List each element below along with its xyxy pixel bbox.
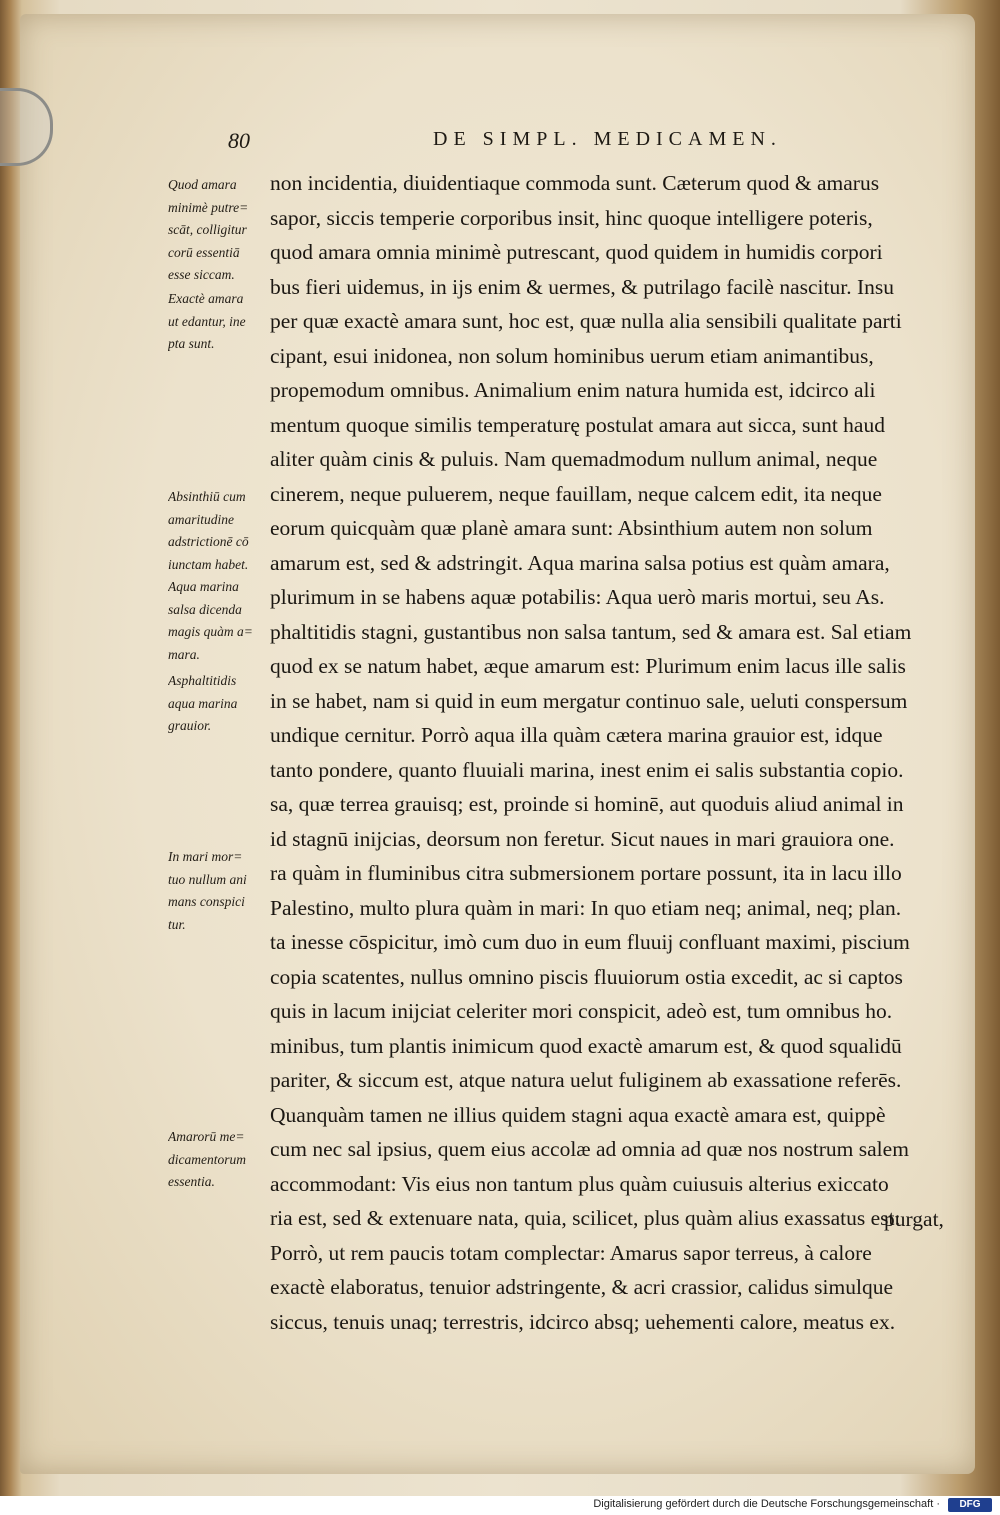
margin-note-line: iunctam habet.: [168, 556, 249, 572]
margin-note: [168, 1126, 268, 1194]
margin-note-line: Asphaltitidis: [168, 673, 237, 688]
text-line: quod ex se natum habet, æque amarum est: Plurimum enim lacus ille salis: [270, 654, 906, 678]
text-line: ria est, sed & extenuare nata, quia, scilicet, plus quàm alius exassatus est:: [270, 1206, 901, 1230]
margin-note-line: aqua marina: [168, 695, 238, 711]
text-line: per quæ exactè amara sunt, hoc est, quæ nulla alia sensibili qualitate parti: [270, 309, 902, 333]
text-line: eorum quicquàm quæ planè amara sunt: Absinthium autem non solum: [270, 516, 873, 540]
margin-note: [168, 486, 268, 576]
text-line: bus fieri uidemus, in ijs enim & uermes, & putrilago facilè nascitur. Insu: [270, 274, 894, 299]
text-line: Quanquàm tamen ne illius quidem stagni aqua exactè amara est, quippè: [270, 1102, 886, 1127]
text-line: sapor, siccis temperie corporibus insit, hinc quoque intelligere poteris,: [270, 205, 873, 230]
margin-note-line: scāt, colligitur: [168, 222, 247, 237]
margin-note-line: minimè putre=: [168, 199, 249, 215]
text-line: pariter, & siccum est, atque natura uelut fuliginem ab exassatione referēs.: [270, 1068, 902, 1092]
margin-note-line: In mari mor=: [168, 849, 243, 864]
text-line: minibus, tum plantis inimicum quod exactè amarum est, & quod squalidū: [270, 1033, 902, 1058]
text-line: mentum quoque similis temperaturę postulat amara aut sicca, sunt haud: [270, 412, 885, 437]
margin-note-line: adstrictionē cō: [168, 534, 249, 549]
catchword: purgat,: [884, 1207, 944, 1231]
margin-note: [168, 576, 268, 666]
margin-note-line: pta sunt.: [168, 336, 215, 351]
margin-note-line: Exactè amara: [168, 291, 244, 306]
text-line: sa, quæ terrea grauisq; est, proinde si hominē, aut quoduis aliud animal in: [270, 792, 904, 816]
margin-note-line: esse siccam.: [168, 267, 235, 282]
margin-note-line: ut edantur, ine: [168, 313, 246, 329]
margin-note-line: mans conspici: [168, 894, 245, 909]
text-line: amarum est, sed & adstringit. Aqua marina salsa potius est quàm amara,: [270, 550, 890, 575]
margin-note-line: grauior.: [168, 718, 212, 733]
text-line: quis in lacum inijciat celeriter mori conspicit, adeò est, tum omnibus ho.: [270, 999, 893, 1023]
margin-note-line: tur.: [168, 916, 186, 932]
margin-note: [168, 288, 268, 356]
running-head: DE SIMPL. MEDICAMEN.: [433, 128, 782, 150]
text-line: aliter quàm cinis & puluis. Nam quemadmodum nullum animal, neque: [270, 447, 878, 471]
text-line: Porrò, ut rem paucis totam complectar: Amarus sapor terreus, à calore: [270, 1240, 872, 1265]
text-line: plurimum in se habens aquæ potabilis: Aqua uerò maris mortui, seu As.: [270, 585, 885, 609]
margin-note-line: salsa dicenda: [168, 601, 242, 617]
text-line: id stagnū inijcias, deorsum non feretur. Sicut naues in mari grauiora one.: [270, 826, 895, 851]
text-line: accommodant: Vis eius non tantum plus quàm cuiusuis alterius exiccato: [270, 1171, 889, 1196]
text-line: undique cernitur. Porrò aqua illa quàm cætera marina grauior est, idque: [270, 723, 883, 747]
text-line: Palestino, multo plura quàm in mari: In quo etiam neq; animal, neq; plan.: [270, 895, 902, 920]
margin-note-line: dicamentorum: [168, 1151, 246, 1167]
margin-note: [168, 670, 268, 738]
text-line: cum nec sal ipsius, quem eius accolæ ad omnia ad quæ nos nostrum salem: [270, 1137, 909, 1161]
margin-note-line: Aqua marina: [168, 579, 239, 594]
funding-credit: Digitalisierung gefördert durch die Deutsche Forschungsgemeinschaft ·: [593, 1498, 940, 1510]
text-line: propemodum omnibus. Animalium enim natura humida est, idcirco ali: [270, 378, 876, 402]
margin-note-line: mara.: [168, 646, 200, 662]
text-line: phaltitidis stagni, gustantibus non salsa tantum, sed & amara est. Sal etiam: [270, 619, 912, 644]
margin-note-line: amaritudine: [168, 511, 234, 527]
page-header: [228, 128, 988, 158]
text-line: in se habet, nam si quid in eum mergatur continuo sale, ueluti conspersum: [270, 688, 908, 713]
text-line: non incidentia, diuidentiaque commoda sunt. Cæterum quod & amarus: [270, 171, 880, 195]
text-line: copia scatentes, nullus omnino piscis fluuiorum ostia excedit, ac si captos: [270, 964, 903, 989]
margin-note: [168, 846, 268, 936]
margin-note: [168, 174, 268, 287]
margin-note-line: tuo nullum ani: [168, 871, 247, 887]
folio-number: 80: [228, 128, 250, 153]
text-line: siccus, tenuis unaq; terrestris, idcirco absq; uehementi calore, meatus ex.: [270, 1309, 896, 1334]
text-line: ra quàm in fluminibus citra submersionem portare possunt, ita in lacu illo: [270, 861, 902, 885]
text-line: exactè elaboratus, tenuior adstringente, & acri crassior, calidus simulque: [270, 1275, 894, 1299]
margin-note-line: Absinthiū cum: [168, 489, 246, 504]
body-text: [270, 166, 960, 1339]
dfg-logo: DFG: [948, 1498, 992, 1512]
text-line: cipant, esui inidonea, non solum hominibus uerum etiam animantibus,: [270, 343, 874, 368]
text-line: quod amara omnia minimè putrescant, quod quidem in humidis corpori: [270, 240, 883, 264]
text-line: cinerem, neque puluerem, neque fauillam, neque calcem edit, ita neque: [270, 481, 882, 506]
margin-note-line: Amarorū me=: [168, 1129, 245, 1144]
margin-note-line: essentia.: [168, 1174, 215, 1189]
margin-note-line: magis quàm a=: [168, 624, 253, 639]
margin-note-line: corū essentiā: [168, 244, 240, 260]
text-line: ta inesse cōspicitur, imò cum duo in eum fluuij confluant maximi, piscium: [270, 930, 910, 954]
margin-note-line: Quod amara: [168, 177, 237, 192]
text-line: tanto pondere, quanto fluuiali marina, inest enim ei salis substantia copio.: [270, 757, 904, 782]
